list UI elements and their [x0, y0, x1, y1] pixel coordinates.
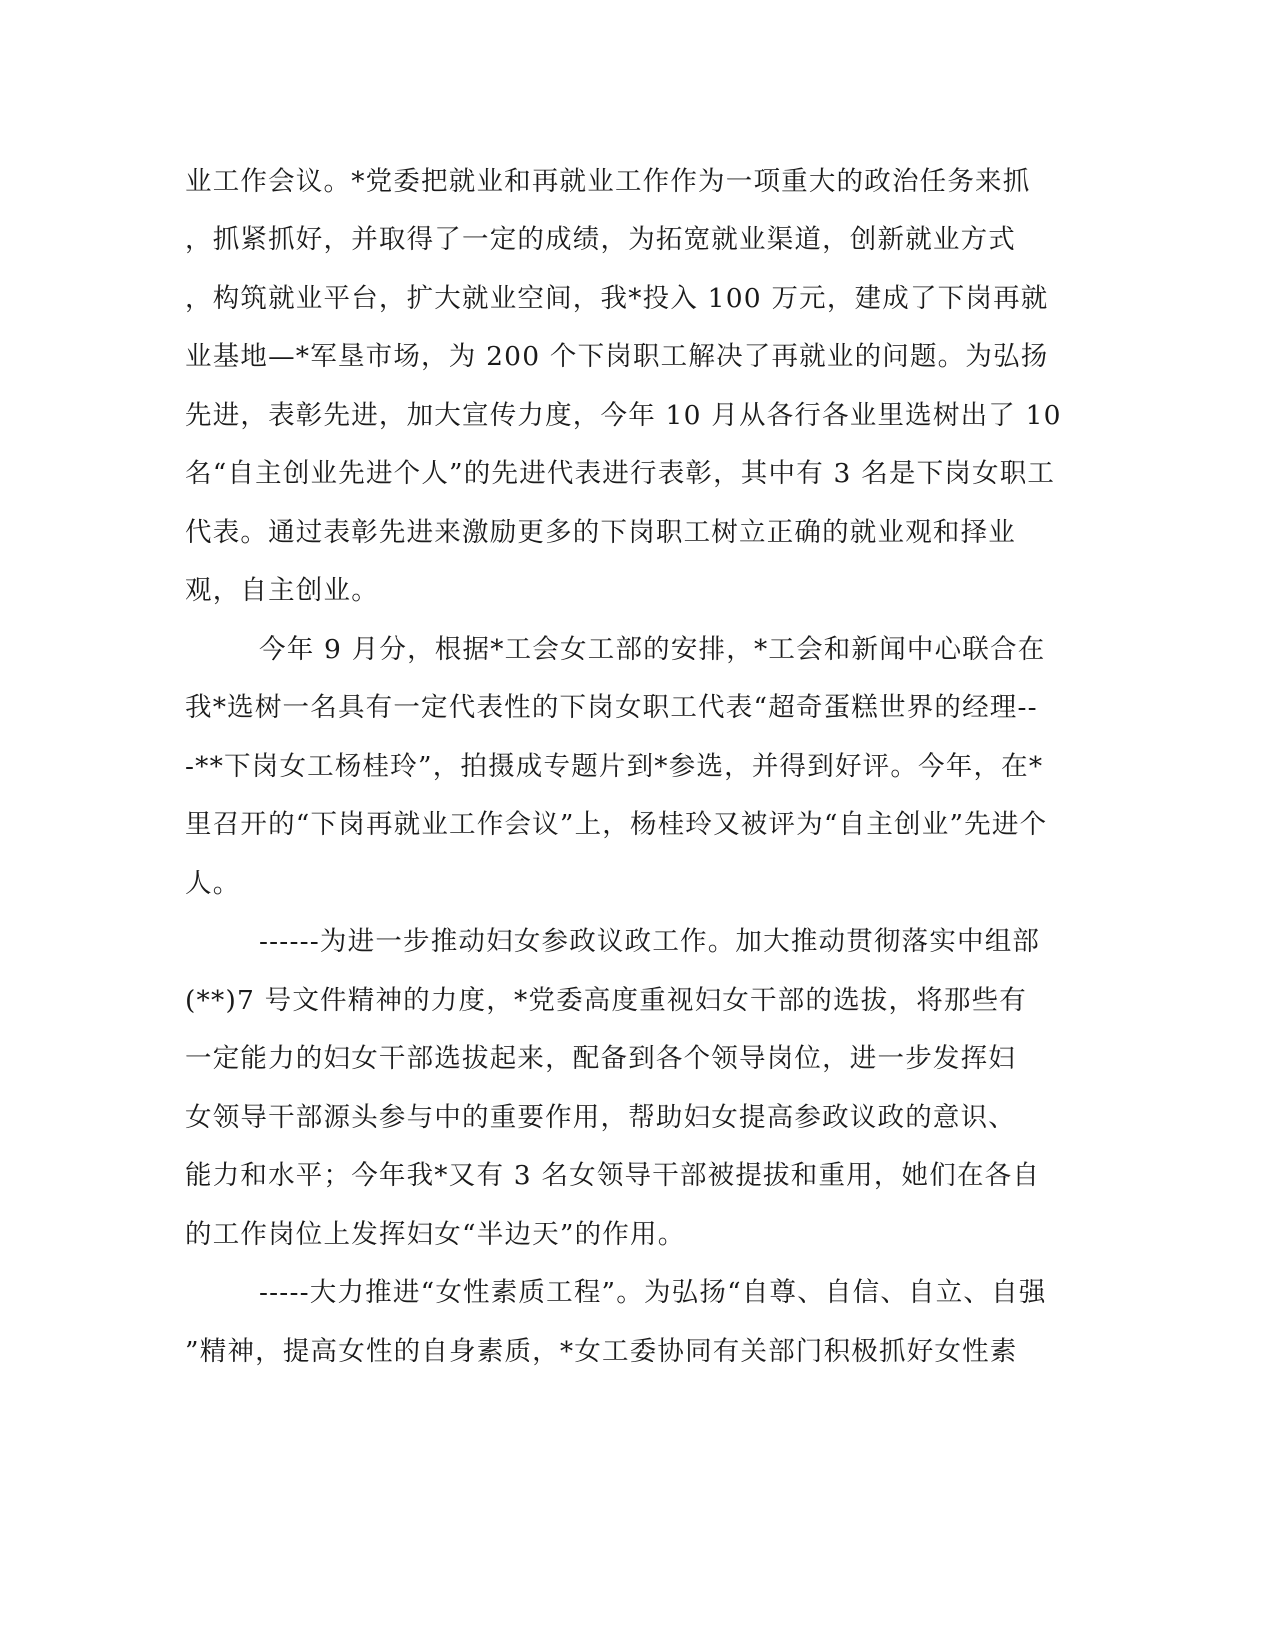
text-line: 的工作岗位上发挥妇女“半边天”的作用。 [185, 1219, 686, 1250]
text-line: ，抓紧抓好，并取得了一定的成绩，为拓宽就业渠道，创新就业方式 [185, 224, 1016, 255]
paragraph-first-line: 今年 9 月分，根据*工会女工部的安排，*工会和新闻中心联合在 [259, 634, 1046, 665]
paragraph-first-line: -----大力推进“女性素质工程”。为弘扬“自尊、自信、自立、自强 [259, 1277, 1047, 1308]
text-line: ，构筑就业平台，扩大就业空间，我*投入 100 万元，建成了下岗再就 [185, 283, 1049, 314]
text-line: 女领导干部源头参与中的重要作用，帮助妇女提高参政议政的意识、 [185, 1102, 1016, 1133]
text-line: ”精神，提高女性的自身素质，*女工委协同有关部门积极抓好女性素 [185, 1336, 1018, 1367]
text-line: 名“自主创业先进个人”的先进代表进行表彰，其中有 3 名是下岗女职工 [185, 458, 1056, 489]
paragraph-first-line: ------为进一步推动妇女参政议政工作。加大推动贯彻落实中组部 [259, 926, 1041, 957]
text-line: 业基地—*军垦市场，为 200 个下岗职工解决了再就业的问题。为弘扬 [185, 341, 1049, 372]
text-line: 代表。通过表彰先进来激励更多的下岗职工树立正确的就业观和择业 [185, 517, 1016, 548]
text-line: 能力和水平；今年我*又有 3 名女领导干部被提拔和重用，她们在各自 [185, 1160, 1041, 1191]
text-line: 先进，表彰先进，加大宣传力度，今年 10 月从各行各业里选树出了 10 [185, 400, 1062, 431]
text-line: 业工作会议。*党委把就业和再就业工作作为一项重大的政治任务来抓 [185, 166, 1031, 197]
text-line: 里召开的“下岗再就业工作会议”上，杨桂玲又被评为“自主创业”先进个 [185, 809, 1048, 840]
text-line: 一定能力的妇女干部选拔起来，配备到各个领导岗位，进一步发挥妇 [185, 1043, 1016, 1074]
text-line: 人。 [185, 868, 241, 899]
text-line: 观，自主创业。 [185, 575, 379, 606]
text-line: -**下岗女工杨桂玲”，拍摄成专题片到*参选，并得到好评。今年，在* [185, 751, 1044, 782]
text-line: 我*选树一名具有一定代表性的下岗女职工代表“超奇蛋糕世界的经理-- [185, 692, 1038, 723]
text-line: (**)7 号文件精神的力度，*党委高度重视妇女干部的选拔，将那些有 [185, 985, 1028, 1016]
